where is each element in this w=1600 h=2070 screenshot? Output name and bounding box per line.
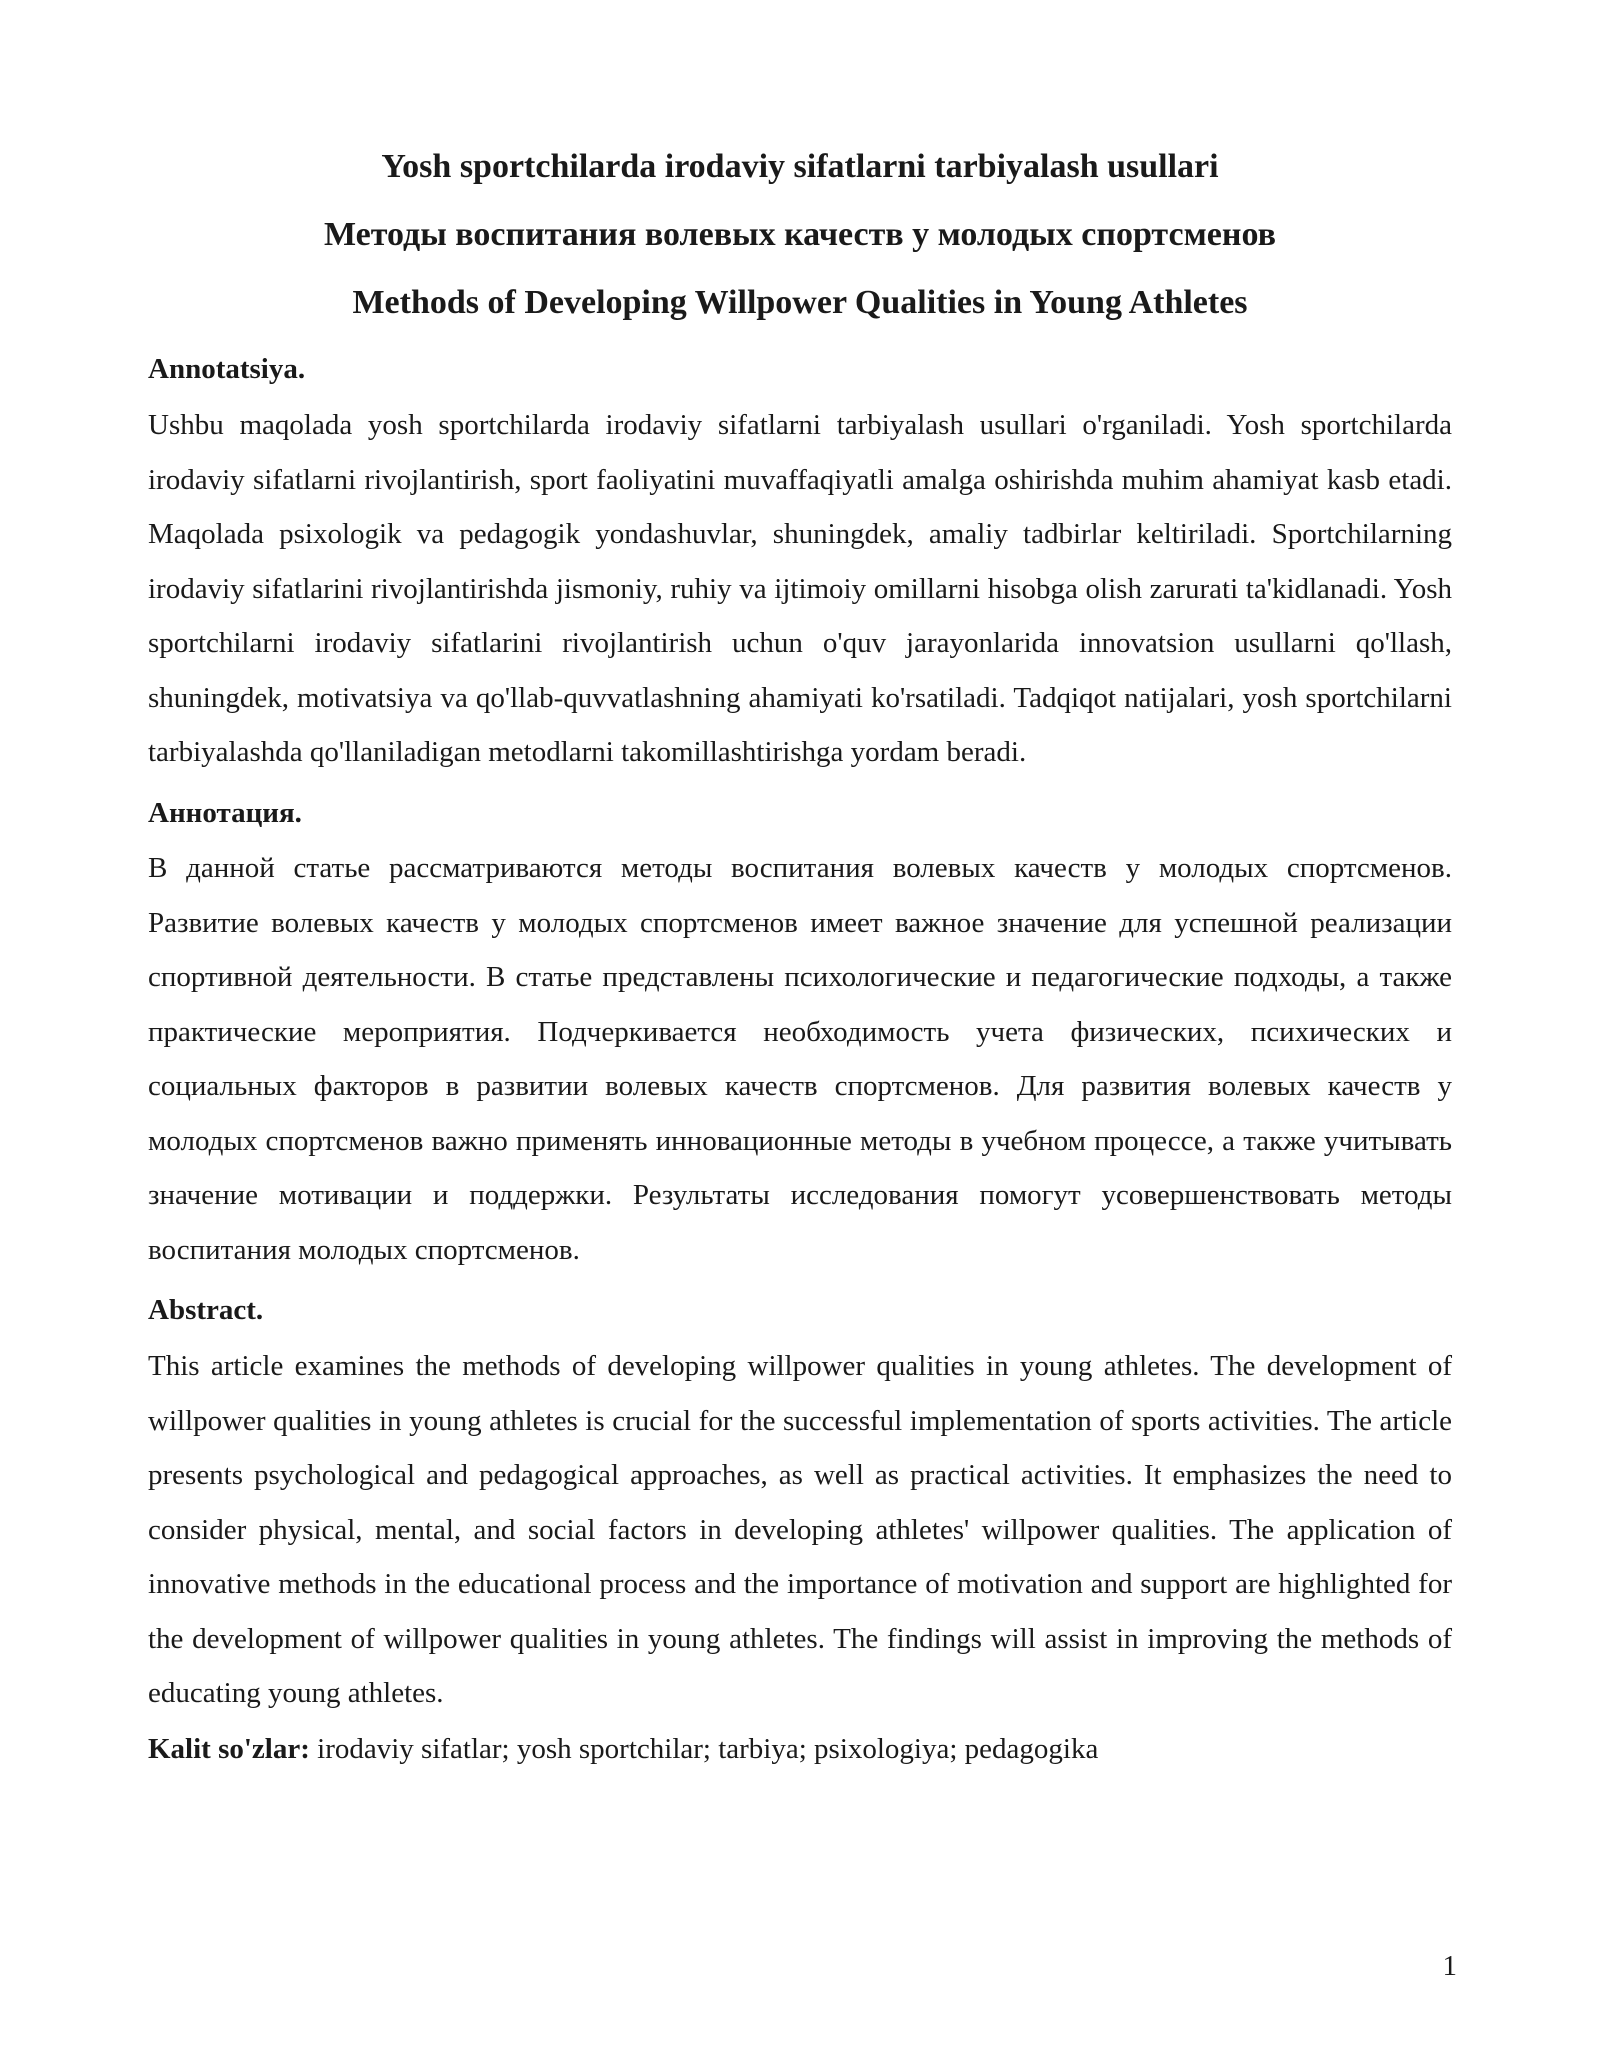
annotation-uz-heading: Annotatsiya. (148, 353, 306, 386)
keywords-label: Kalit so'zlar: (148, 1732, 310, 1765)
keywords-line (148, 1722, 1452, 1777)
annotation-ru-text: В данной статье рассматриваются методы воспитания волевых качеств у молодых спортсменов. Развитие волевых качеств у молодых спортсменов имеет важное значение для успешной реализации спортивной деятельности. В статье представлены психологические и педагогические подходы, а также практические мероприятия. Подчеркивается необходимость учета физических, психических и социальных факторов в развитии волевых качеств спортсменов. Для развития волевых качеств у молодых спортсменов важно применять инновационные методы в учебном процессе, а также учитывать значение мотивации и поддержки. Результаты исследования помогут усовершенствовать методы воспитания молодых спортсменов. (148, 852, 1452, 1266)
annotation-uz-text: Ushbu maqolada yosh sportchilarda irodaviy sifatlarni tarbiyalash usullari o'rganiladi. Yosh sportchilarda irodaviy sifatlarni rivojlantirish, sport faoliyatini muvaffaqiyatli amalga oshirishda muhim ahamiyat kasb etadi. Maqolada psixologik va pedagogik yondashuvlar, shuningdek, amaliy tadbirlar keltiriladi. Sportchilarning irodaviy sifatlarini rivojlantirishda jismoniy, ruhiy va ijtimoiy omillarni hisobga olish zarurati ta'kidlanadi. Yosh sportchilarni irodaviy sifatlarini rivojlantirish uchun o'quv jarayonlarida innovatsion usullarni qo'llash, shuningdek, motivatsiya va qo'llab-quvvatlashning ahamiyati ko'rsatiladi. Tadqiqot natijalari, yosh sportchilarni tarbiyalashda qo'llaniladigan metodlarni takomillashtirishga yordam beradi. (148, 409, 1452, 769)
keywords-text: irodaviy sifatlar; yosh sportchilar; tarbiya; psixologiya; pedagogika (309, 1732, 1099, 1765)
title-english: Methods of Developing Willpower Qualities in Young Athletes (352, 283, 1248, 321)
paper-page (148, 0, 1452, 1805)
abstract-en-text: This article examines the methods of developing willpower qualities in young athletes. The development of willpower qualities in young athletes is crucial for the successful implementation of sports activities. The article presents psychological and pedagogical approaches, as well as practical activities. It emphasizes the need to consider physical, mental, and social factors in developing athletes' willpower qualities. The application of innovative methods in the educational process and the importance of motivation and support are highlighted for the development of willpower qualities in young athletes. The findings will assist in improving the methods of educating young athletes. (148, 1350, 1452, 1710)
title-russian: Методы воспитания волевых качеств у молодых спортсменов (324, 215, 1276, 253)
abstract-en-heading: Abstract. (148, 1294, 264, 1327)
title-uzbek: Yosh sportchilarda irodaviy sifatlarni tarbiyalash usullari (381, 148, 1219, 185)
annotation-ru-heading: Аннотация. (148, 796, 302, 829)
page-number: 1 (1442, 1950, 1457, 1982)
